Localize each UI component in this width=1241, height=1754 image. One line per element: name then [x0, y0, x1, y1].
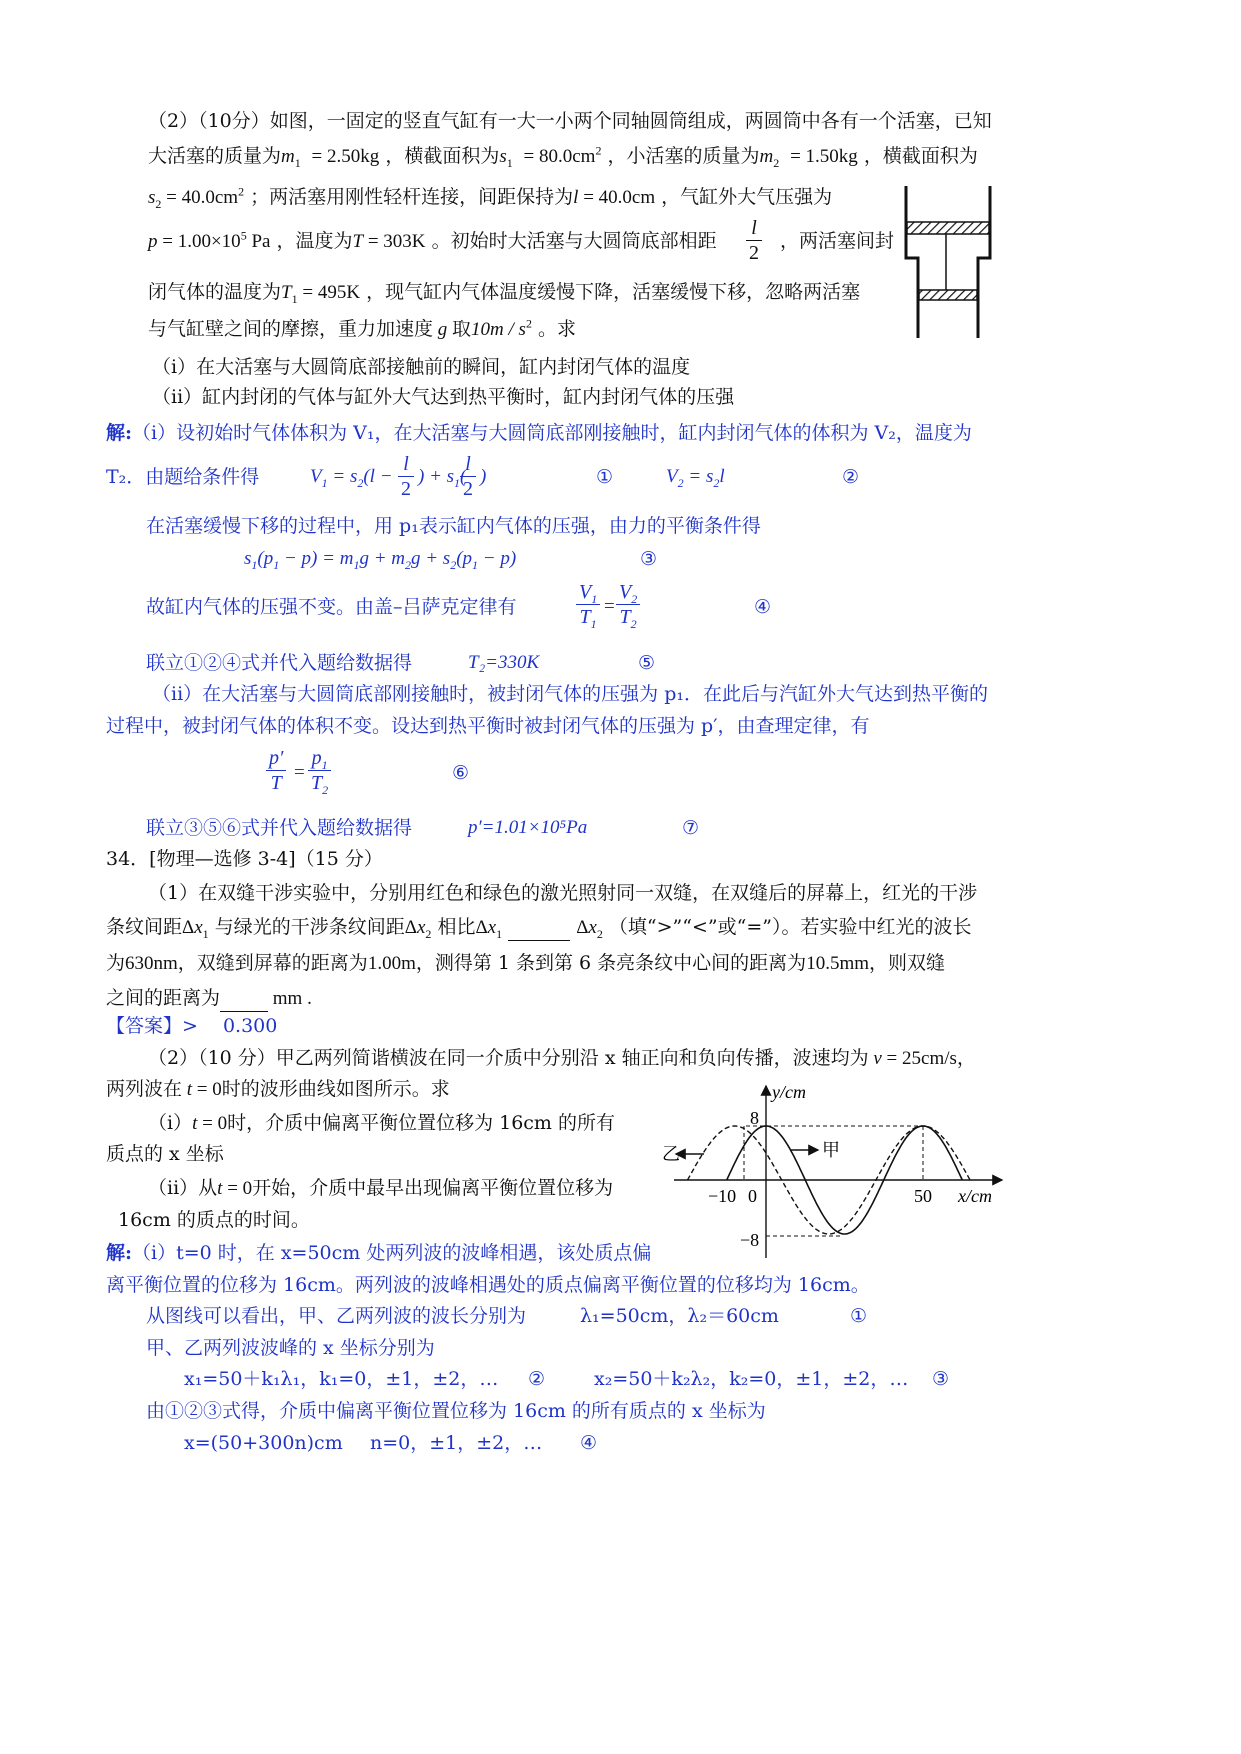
solution-2-line-1: 解:（i）t=0 时，在 x=50cm 处两列波的波峰相遇，该处质点偏 — [106, 1242, 652, 1264]
solution-1-line-1: 解:（i）设初始时气体体积为 V₁，在大活塞与大圆筒底部刚接触时，缸内封闭气体的体积为 V₂，温度为 — [106, 422, 972, 444]
tick-0: 0 — [748, 1186, 757, 1206]
result-p-prime: p′=1.01×10⁵Pa — [468, 817, 588, 838]
circle-3: ③ — [640, 548, 658, 570]
solution-1-line-2: T₂．由题给条件得 — [106, 466, 260, 488]
problem-2-line-4-tail: ，两活塞间封 — [780, 230, 895, 252]
eq1-frac-a: $\frac{l}{2}$ — [398, 452, 414, 501]
circle-7: ⑦ — [682, 817, 700, 839]
eq6-equals: = — [294, 762, 305, 783]
answer-blank-1[interactable] — [508, 920, 570, 941]
solution-1-line-3: 在活塞缓慢下移的过程中，用 p₁表示缸内气体的压强，由力的平衡条件得 — [146, 515, 761, 537]
x-axis-label: x/cm — [958, 1186, 992, 1206]
eq1-frac-b: $\frac{l}{2}$ — [460, 452, 476, 501]
solution-2-line-4: 甲、乙两列波波峰的 x 坐标分别为 — [146, 1337, 435, 1359]
equation-1-c: ) — [480, 466, 487, 487]
problem-2-line-3: $s_2 = 40.0cm^2$ ；两活塞用刚性轻杆连接，间距保持为l = 40.0cm ，气缸外大气压强为 — [148, 184, 833, 211]
q34-part2-line-1: （2）（10 分）甲乙两列简谐横波在同一介质中分别沿 x 轴正向和负向传播，波速均为 v = 25cm/s， — [148, 1047, 976, 1069]
x-result: x=(50+300n)cm — [184, 1432, 343, 1454]
question-ii: （ii）缸内封闭的气体与缸外大气达到热平衡时，缸内封闭气体的压强 — [152, 386, 735, 408]
label-yi: 乙 — [662, 1144, 680, 1164]
tick-8: 8 — [750, 1108, 759, 1128]
eq4-frac-b: $\frac{V_2}{T_2}$ — [616, 580, 640, 629]
equation-1-b: ) + $s_1$( — [418, 466, 467, 490]
answer-blank-2[interactable] — [220, 991, 268, 1012]
q34-part1-line-3: 为630nm，双缝到屏幕的距离为1.00m，测得第 1 条到第 6 条亮条纹中心间的距离为10.5mm，则双缝 — [106, 952, 946, 974]
circle-s2-4: ④ — [580, 1432, 598, 1454]
q34-part2-line-2: 两列波在 t = 0时的波形曲线如图所示。求 — [106, 1078, 450, 1100]
equation-3: $s_1(p_1 - p) = m_1g + m_2g + s_2(p_1 - p)$ — [244, 548, 517, 572]
solution-label: 解: — [106, 422, 133, 444]
solution-1-line-5: 联立①②④式并代入题给数据得 — [146, 652, 413, 674]
problem-2-line-2: 大活塞的质量为$m_1 = 2.50kg$ ，横截面积为$s_1 = 80.0cm^2$ ，小活塞的质量为$m_2 = 1.50kg$ ，横截面积为 — [148, 143, 978, 170]
problem-2-line-5: 闭气体的温度为$T_1 = 495K$ ，现气缸内气体温度缓慢下降，活塞缓慢下移，忽略两活塞 — [148, 281, 861, 306]
wave-diagram — [656, 1078, 1036, 1262]
circle-s2-1: ① — [850, 1305, 868, 1327]
circle-5: ⑤ — [638, 652, 656, 674]
circle-s2-3: ③ — [932, 1368, 950, 1390]
solution-2-line-2: 离平衡位置的位移为 16cm。两列波的波峰相遇处的质点偏离平衡位置的位移均为 16cm。 — [106, 1274, 870, 1296]
eq6-frac-b: $\frac{p_1}{T_2}$ — [308, 746, 331, 795]
solution-2-line-6: 由①②③式得，介质中偏离平衡位置位移为 16cm 的所有质点的 x 坐标为 — [146, 1400, 766, 1422]
wavelengths: λ₁=50cm，λ₂＝60cm — [580, 1305, 779, 1327]
problem-2-line-1: （2）（10分）如图，一固定的竖直气缸有一大一小两个同轴圆筒组成，两圆筒中各有一个活塞，已知 — [148, 110, 992, 132]
q34-question-i-line-1: （i）t = 0时，介质中偏离平衡位置位移为 16cm 的所有 — [148, 1112, 615, 1134]
result-T2: T₂=330K — [468, 652, 540, 673]
q34-part1-line-1: （1）在双缝干涉实验中，分别用红色和绿色的激光照射同一双缝，在双缝后的屏幕上，红光的干涉 — [148, 882, 978, 904]
fraction-l-over-2: $\frac{l}{2}$ — [746, 216, 762, 265]
tick-50: 50 — [914, 1186, 932, 1206]
y-axis-label: y/cm — [772, 1082, 806, 1102]
equation-1: $V_1 = s_2(l$ − — [310, 466, 393, 490]
tick-neg8: −8 — [740, 1230, 760, 1250]
eq4-equals: = — [604, 596, 615, 617]
question-i: （i）在大活塞与大圆筒底部接触前的瞬间，缸内封闭气体的温度 — [152, 356, 691, 378]
cylinder-walls — [906, 186, 990, 338]
large-piston — [907, 222, 989, 234]
q34-part1-line-2: 条纹间距$\Delta x_1$ 与绿光的干涉条纹间距$\Delta x_2$ 相比$\Delta x_1$ $\Delta x_2$ （填“>”“<”或“=”）。若实验中红光的波长 — [106, 916, 972, 941]
small-piston — [919, 290, 977, 300]
solution-2-line-3: 从图线可以看出，甲、乙两列波的波长分别为 — [146, 1305, 527, 1327]
peak-x2: x₂=50＋k₂λ₂，k₂=0，±1，±2，… — [594, 1368, 909, 1390]
circle-4: ④ — [754, 596, 772, 618]
cylinder-diagram — [896, 180, 1000, 342]
q34-question-ii-line-1: （ii）从t = 0开始，介质中最早出现偏离平衡位置位移为 — [148, 1177, 614, 1199]
solution-1-line-6: （ii）在大活塞与大圆筒底部刚接触时，被封闭气体的压强为 p₁．在此后与汽缸外大气达到热平衡的 — [152, 683, 988, 705]
problem-2-line-4: $p = 1.00\times 10^5$ Pa ，温度为T = 303K 。初始时大活塞与大圆筒底部相距 — [148, 228, 717, 252]
eq6-frac-a: $\frac{p'}{T}$ — [266, 746, 286, 795]
n-values: n=0，±1，±2，… — [370, 1432, 543, 1454]
question-34-title: 34．[物理—选修 3-4]（15 分） — [106, 848, 383, 870]
solution-2-label: 解: — [106, 1242, 133, 1264]
q34-question-i-line-2: 质点的 x 坐标 — [106, 1143, 224, 1165]
circle-6: ⑥ — [452, 762, 470, 784]
solution-1-line-4: 故缸内气体的压强不变。由盖–吕萨克定律有 — [146, 596, 517, 618]
problem-2-line-6: 与气缸壁之间的摩擦，重力加速度 g 取$10m / s^2$ 。求 — [148, 316, 576, 340]
circle-1: ① — [596, 466, 614, 488]
circle-2: ② — [842, 466, 860, 488]
peak-x1: x₁=50＋k₁λ₁，k₁=0，±1，±2，… — [184, 1368, 499, 1390]
q34-part1-line-4: 之间的距离为 mm . — [106, 985, 312, 1012]
circle-s2-2: ② — [528, 1368, 546, 1390]
solution-1-line-8: 联立③⑤⑥式并代入题给数据得 — [146, 817, 413, 839]
equation-2: $V_2 = s_2l$ — [666, 466, 725, 490]
q34-question-ii-line-2: 16cm 的质点的时间。 — [118, 1209, 310, 1231]
label-jia: 甲 — [822, 1140, 840, 1160]
eq4-frac-a: $\frac{V_1}{T_1}$ — [576, 580, 600, 629]
answer-line: 【答案】> 0.300 — [106, 1015, 278, 1037]
tick-neg10: −10 — [708, 1186, 737, 1206]
solution-1-line-7: 过程中，被封闭气体的体积不变。设达到热平衡时被封闭气体的压强为 p′，由查理定律，有 — [106, 715, 870, 737]
